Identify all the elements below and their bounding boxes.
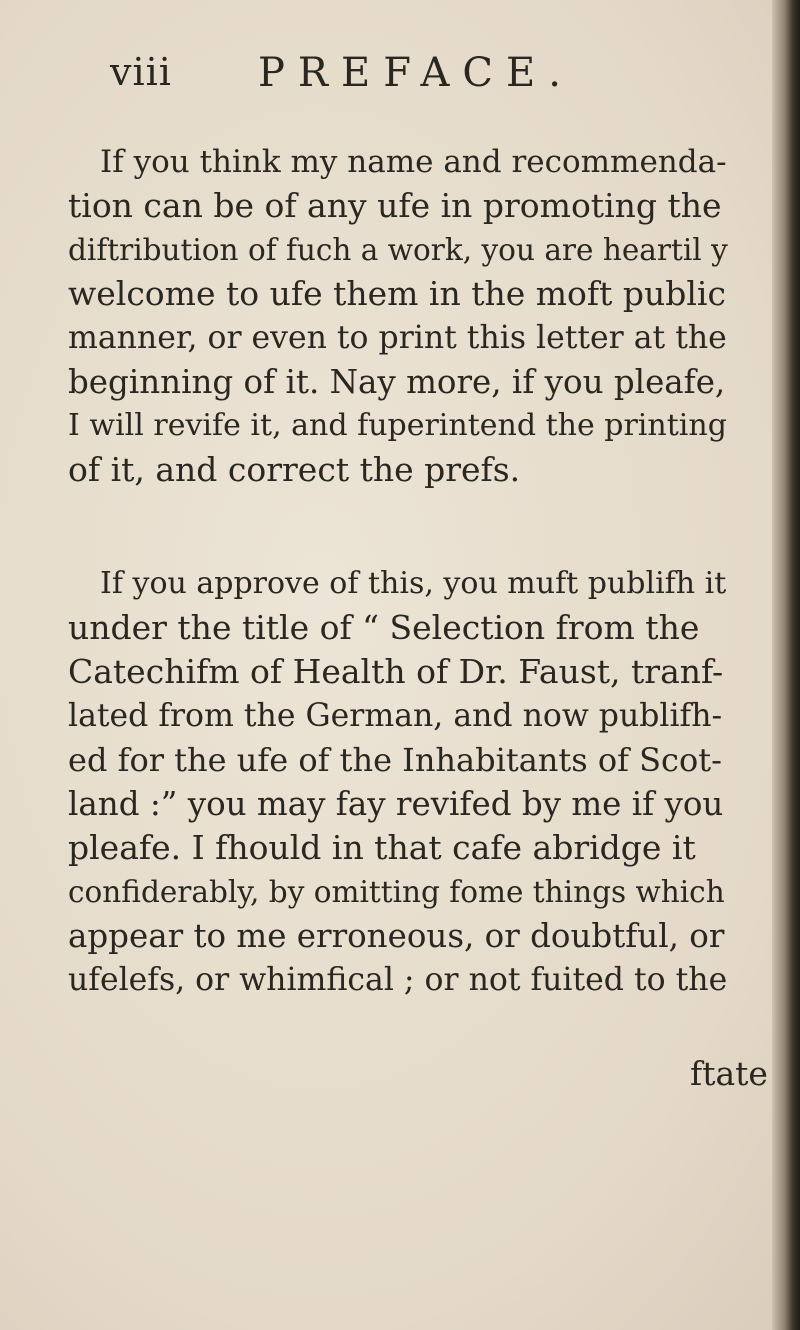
- text-line: tion can be of any ufe in promoting the: [68, 186, 722, 225]
- text-line: under the title of “ Selection from the: [68, 608, 700, 647]
- text-line: welcome to ufe them in the moft public: [68, 274, 726, 313]
- text-line: ed for the ufe of the Inhabitants of Scot-: [68, 741, 722, 779]
- page-number: viii: [110, 50, 172, 94]
- text-line: ufelefs, or whimfical ; or not fuited to the: [68, 962, 728, 998]
- text-line: confiderably, by omitting fome things which: [68, 875, 725, 909]
- text-line: pleafe. I fhould in that cafe abridge it: [68, 828, 696, 867]
- catchword: ftate: [690, 1054, 768, 1093]
- running-head: PREFACE.: [258, 50, 574, 96]
- text-line: beginning of it. Nay more, if you pleafe,: [68, 363, 726, 401]
- page-gutter-edge: [772, 0, 800, 1330]
- text-line: of it, and correct the prefs.: [68, 450, 521, 489]
- text-line: Catechifm of Health of Dr. Faust, tranf-: [68, 652, 724, 691]
- text-line: If you approve of this, you muft publifh it: [100, 566, 727, 601]
- text-line: manner, or even to print this letter at the: [68, 320, 727, 356]
- text-line: I will revife it, and fuperintend the printing: [68, 408, 727, 443]
- text-line: If you think my name and recommenda-: [100, 144, 727, 180]
- page-header: [0, 50, 800, 110]
- text-line: land :” you may fay revifed by me if you: [68, 785, 724, 823]
- text-line: lated from the German, and now publifh-: [68, 698, 723, 734]
- text-line: appear to me erroneous, or doubtful, or: [68, 917, 725, 955]
- text-line: diftribution of fuch a work, you are heartil y: [68, 233, 728, 267]
